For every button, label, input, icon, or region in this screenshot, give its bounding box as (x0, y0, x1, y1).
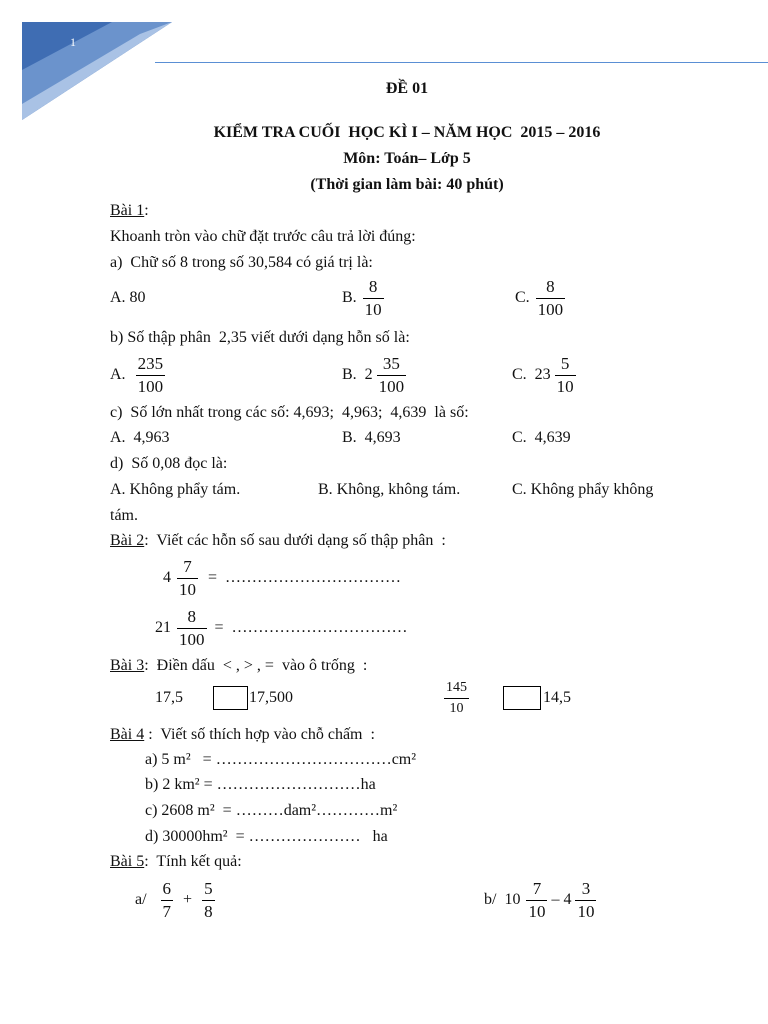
exam-subject: Môn: Toán– Lớp 5 (343, 150, 471, 167)
bai1-a-option-b (342, 274, 384, 322)
denominator: 10 (528, 901, 546, 921)
whole-part: 2 (364, 366, 373, 383)
bai1-c-option-b: B. 4,693 (342, 429, 401, 446)
bai1-c-option-a: A. 4,963 (110, 429, 170, 446)
bai5-suffix: : Tính kết quả: (144, 853, 242, 870)
fraction (526, 878, 547, 923)
bai4-suffix: : Viết số thích hợp vào chỗ chấm : (144, 726, 375, 743)
bai4-item-c: c) 2608 m² = ………dam²…………m² (145, 802, 398, 819)
fraction (555, 353, 576, 398)
numerator: 145 (444, 678, 469, 699)
numerator: 5 (202, 878, 215, 901)
bai1-label: Bài 1 (110, 202, 145, 219)
denominator: 100 (179, 629, 205, 649)
bai4-item-d: d) 30000hm² = ………………… ha (145, 828, 388, 845)
compare-right-target: 14,5 (543, 689, 571, 706)
numerator: 7 (526, 878, 547, 901)
bai2-item-2 (0, 604, 768, 652)
answer-box-1 (213, 686, 248, 710)
bai1-a-option-a: A. 80 (110, 289, 146, 306)
whole-part: 4 (563, 891, 572, 908)
equals-sign: = (208, 569, 218, 586)
bai1-a-options (0, 274, 768, 322)
bai2-suffix: : Viết các hỗn số sau dưới dạng số thập phân : (144, 532, 446, 549)
denominator: 10 (364, 299, 382, 319)
expression-label: a/ (135, 891, 147, 908)
fraction (575, 878, 596, 923)
denominator: 10 (179, 579, 196, 599)
whole-part: 4 (163, 569, 171, 586)
bai2-label: Bài 2 (110, 532, 145, 549)
option-label: C. (515, 289, 530, 306)
exam-duration: (Thời gian làm bài: 40 phút) (310, 176, 504, 193)
numerator: 7 (177, 556, 198, 579)
numerator: 3 (575, 878, 596, 901)
numerator: 5 (555, 353, 576, 376)
bai1-a-option-c (515, 274, 565, 322)
bai1-b-options (0, 351, 768, 399)
bai5-expression-b (484, 876, 596, 924)
bai1-d-option-a: A. Không phẩy tám. (110, 481, 241, 498)
bai3-heading (110, 656, 367, 676)
bai1-d-option-b: B. Không, không tám. (318, 481, 461, 498)
numerator: 6 (161, 878, 174, 901)
bai1-d-question: d) Số 0,08 đọc là: (110, 455, 228, 472)
option-label: B. (342, 366, 357, 383)
exam-code: ĐỀ 01 (385, 80, 429, 97)
fraction (177, 606, 207, 651)
bai4-item-a: a) 5 m² = ……………………………cm² (145, 751, 417, 768)
denominator: 8 (204, 901, 213, 921)
numerator: 35 (377, 353, 407, 376)
fraction (536, 276, 566, 321)
answer-blank: …………………………… (231, 619, 408, 636)
denominator: 100 (378, 376, 405, 396)
fraction (363, 276, 384, 321)
answer-box-2 (503, 686, 541, 710)
denominator: 100 (537, 299, 564, 319)
denominator: 10 (556, 376, 574, 396)
denominator: 10 (449, 700, 464, 716)
numerator: 235 (136, 353, 166, 376)
minus-operator: – (551, 891, 560, 908)
mixed-number-row (163, 554, 401, 602)
bai5-expressions (0, 876, 768, 924)
bai1-c-option-c: C. 4,639 (512, 429, 571, 446)
fraction (377, 353, 407, 398)
whole-part: 21 (155, 619, 171, 636)
bai1-c-question: c) Số lớn nhất trong các số: 4,693; 4,963; 4,639 là số: (110, 404, 469, 421)
expression-label: b/ (484, 891, 497, 908)
numerator: 8 (177, 606, 207, 629)
compare-left-value: 17,5 (155, 689, 183, 706)
header-rule (155, 62, 768, 63)
bai1-a-question: a) Chữ số 8 trong số 30,584 có giá trị là: (110, 254, 373, 271)
fraction (202, 878, 215, 923)
bai4-heading (110, 725, 375, 745)
exam-title: KIỂM TRA CUỐI HỌC KÌ I – NĂM HỌC 2015 – 2016 (213, 124, 601, 141)
numerator: 8 (363, 276, 384, 299)
bai5-heading (110, 852, 242, 872)
denominator: 10 (577, 901, 595, 921)
whole-part: 23 (534, 366, 551, 383)
option-label: C. (512, 366, 527, 383)
compare-right-fraction (444, 674, 469, 722)
option-label: A. (110, 366, 126, 383)
denominator: 7 (162, 901, 172, 921)
mixed-number-row (155, 604, 408, 652)
bai1-b-option-c (512, 351, 576, 399)
bai3-compare-row (0, 674, 768, 722)
bai1-b-question: b) Số thập phân 2,35 viết dưới dạng hỗn số là: (110, 329, 410, 346)
denominator: 100 (137, 376, 164, 396)
bai1-b-option-a (110, 351, 165, 399)
bai2-heading (110, 531, 446, 551)
option-label: B. (342, 289, 357, 306)
plus-operator: + (183, 891, 193, 908)
corner-decoration (0, 0, 180, 125)
whole-part: 10 (504, 891, 521, 908)
bai1-heading (110, 201, 149, 221)
page-number: 1 (70, 35, 76, 49)
bai1-d-option-c-wrap: tám. (110, 507, 138, 524)
bai1-b-option-b (342, 351, 406, 399)
bai2-item-1 (0, 554, 768, 602)
bai4-label: Bài 4 (110, 726, 145, 743)
bai5-expression-a (135, 876, 215, 924)
fraction (444, 678, 469, 719)
answer-blank: …………………………… (225, 569, 402, 586)
equals-sign: = (214, 619, 224, 636)
bai1-suffix: : (144, 202, 149, 219)
bai4-item-b: b) 2 km² = ………………………ha (145, 776, 376, 793)
numerator: 8 (536, 276, 566, 299)
fraction (136, 353, 166, 398)
compare-left-target: 17,500 (249, 689, 293, 706)
bai1-d-option-c: C. Không phẩy không (512, 481, 654, 498)
bai1-instruction: Khoanh tròn vào chữ đặt trước câu trả lời đúng: (110, 228, 416, 245)
fraction (161, 878, 174, 923)
bai5-label: Bài 5 (110, 853, 145, 870)
bai3-suffix: : Điền dấu < , > , = vào ô trống : (144, 657, 368, 674)
bai3-label: Bài 3 (110, 657, 145, 674)
fraction (177, 556, 198, 601)
